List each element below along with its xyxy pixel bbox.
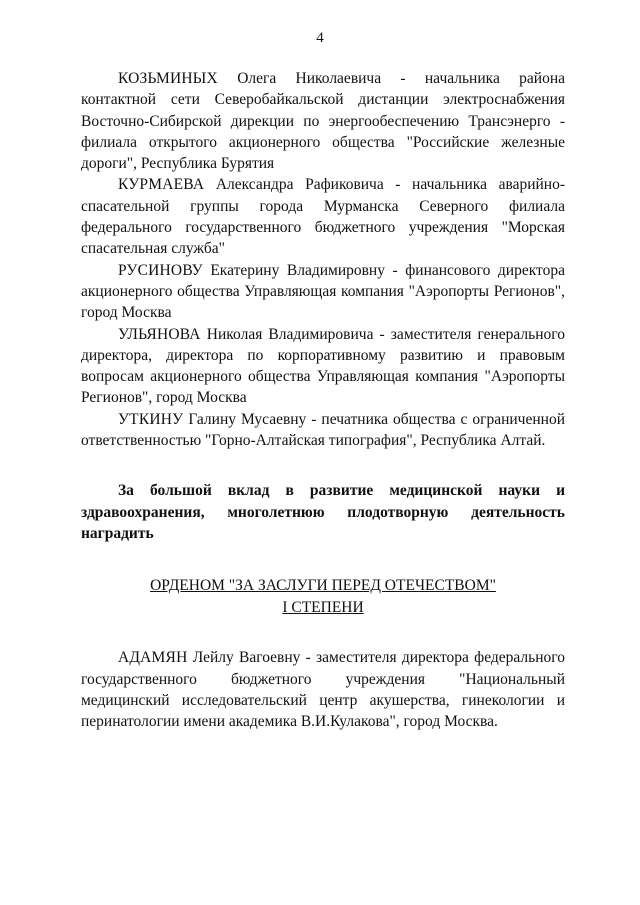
- award-entry-ulyanov: [81, 324, 565, 409]
- award-entry-adamyan: [81, 647, 565, 732]
- entry-text: Николая Владимировича - заместителя генерального директора, директора по корпоративному развитию и правовым вопросам акционерного общества Управляющая компания "Аэропорты Регионов", город Москва: [81, 325, 565, 407]
- award-entry-rusinova: [81, 260, 565, 324]
- entry-surname: УЛЬЯНОВА: [118, 325, 201, 343]
- entry-text: Екатерину Владимировну - финансового директора акционерного общества Управляющая компания "Аэропорты Регионов", город Москва: [81, 261, 565, 322]
- entry-surname: УТКИНУ: [118, 410, 184, 428]
- entry-surname: КОЗЬМИНЫХ: [118, 70, 218, 87]
- award-intro: За большой вклад в развитие медицинской науки и здравоохранения, многолетнюю плодотворную деятельность наградить: [81, 482, 565, 542]
- award-entry-kozminykh: [81, 68, 565, 174]
- page-number: 4: [316, 30, 324, 46]
- order-degree: I СТЕПЕНИ: [282, 599, 364, 617]
- award-entry-kurmaev: [81, 174, 565, 259]
- order-title: ОРДЕНОМ "ЗА ЗАСЛУГИ ПЕРЕД ОТЕЧЕСТВОМ": [150, 577, 496, 595]
- entry-surname: РУСИНОВУ: [118, 261, 203, 279]
- entry-text: Лейлу Вагоевну - заместителя директора федерального государственного бюджетного учреждения "Национальный медицинский исследовательский центр акушерства, гинекологии и перинатологии имени академика В.И.Кулакова", город Москва.: [81, 649, 565, 731]
- entry-text: Галину Мусаевну - печатника общества с ограниченной ответственностью "Горно-Алтайская типография", Республика Алтай.: [81, 410, 565, 450]
- document-body: [81, 68, 565, 732]
- order-heading: [81, 575, 565, 619]
- award-entry-utkina: [81, 409, 565, 452]
- entry-surname: АДАМЯН: [118, 649, 188, 667]
- entry-surname: КУРМАЕВА: [118, 176, 205, 194]
- entry-text: Александра Рафиковича - начальника аварийно-спасательной группы города Мурманска Северного филиала федерального государственного бюджетного учреждения "Морская спасательная служба": [81, 176, 565, 258]
- entry-text: Олега Николаевича - начальника района контактной сети Северобайкальской дистанции электроснабжения Восточно-Сибирской дирекции по энергообеспечению Трансэнерго - филиала открытого акционерного общества "Российские железные дороги", Республика Бурятия: [81, 70, 565, 173]
